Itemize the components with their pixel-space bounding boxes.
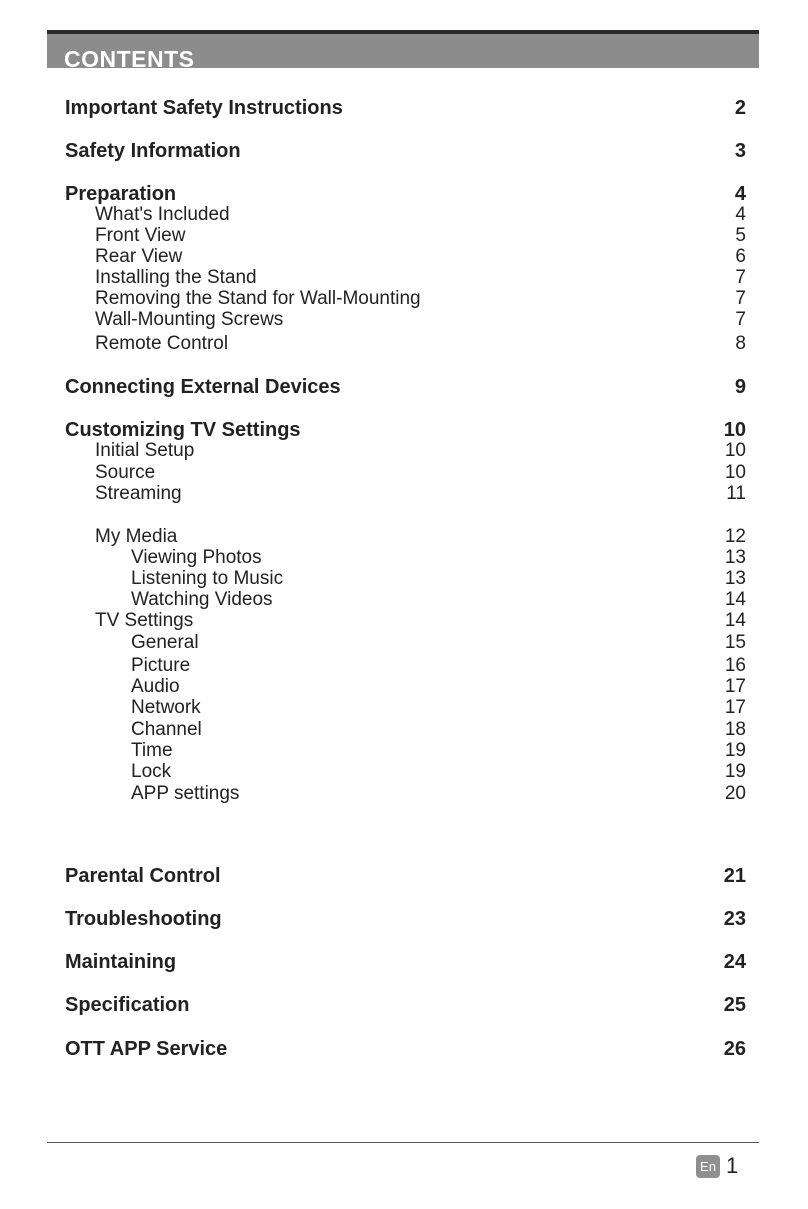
toc-entry-title: Specification <box>65 994 190 1016</box>
toc-entry-title: Connecting External Devices <box>65 376 341 398</box>
toc-entry-page: 5 <box>735 225 746 246</box>
toc-entry-page: 10 <box>723 419 746 441</box>
toc-entry-title: What's Included <box>95 204 230 225</box>
footer-divider <box>47 1142 759 1143</box>
toc-entry-page: 6 <box>735 246 746 267</box>
toc-entry-page: 19 <box>724 740 746 761</box>
toc-entry-title: Listening to Music <box>131 568 284 589</box>
toc-entry-page: 24 <box>723 951 746 973</box>
toc-entry-title: Maintaining <box>65 951 177 973</box>
toc-entry <box>0 547 808 569</box>
toc-entry-page: 8 <box>735 333 746 354</box>
toc-entry-page: 17 <box>724 676 746 697</box>
toc-entry <box>0 632 808 654</box>
toc-entry-title: Remote Control <box>95 333 229 354</box>
toc-entry-title: Source <box>95 462 156 483</box>
toc-entry <box>0 865 808 887</box>
toc-entry-title: Initial Setup <box>95 440 195 461</box>
toc-entry <box>0 719 808 741</box>
toc-entry-page: 15 <box>724 632 746 653</box>
toc-entry-title: OTT APP Service <box>65 1038 228 1060</box>
toc-entry <box>0 483 808 505</box>
toc-entry-page: 16 <box>724 655 746 676</box>
toc-entry-page: 17 <box>724 697 746 718</box>
toc-entry-title: Parental Control <box>65 865 221 887</box>
toc-entry-page: 7 <box>735 267 746 288</box>
toc-entry-title: Watching Videos <box>131 589 273 610</box>
toc-entry-page: 7 <box>735 288 746 309</box>
toc-entry-page: 9 <box>734 376 746 398</box>
toc-entry <box>0 267 808 289</box>
toc-entry-page: 10 <box>724 462 746 483</box>
toc-entry-page: 10 <box>724 440 746 461</box>
toc-entry-title: Viewing Photos <box>131 547 262 568</box>
toc-entry-page: 4 <box>735 204 746 225</box>
toc-entry <box>0 908 808 930</box>
toc-entry-page: 25 <box>723 994 746 1016</box>
toc-entry-page: 26 <box>723 1038 746 1060</box>
toc-entry <box>0 526 808 548</box>
toc-entry-title: Troubleshooting <box>65 908 222 930</box>
toc-entry-title: Lock <box>131 761 172 782</box>
toc-entry <box>0 1038 808 1060</box>
toc-entry-title: My Media <box>95 526 178 547</box>
toc-entry-page: 11 <box>726 483 746 504</box>
toc-entry-page: 14 <box>724 610 746 631</box>
page-number: 1 <box>726 1153 739 1178</box>
toc-entry <box>0 951 808 973</box>
toc-entry-title: Time <box>131 740 173 761</box>
toc-entry-page: 19 <box>724 761 746 782</box>
language-badge: En <box>696 1155 720 1178</box>
toc-entry <box>0 440 808 462</box>
toc-entry-title: Front View <box>95 225 186 246</box>
toc-entry <box>0 655 808 677</box>
toc-entry-title: Rear View <box>95 246 183 267</box>
toc-entry-page: 7 <box>735 309 746 330</box>
toc-entry-title: Streaming <box>95 483 182 504</box>
toc-entry-title: Customizing TV Settings <box>65 419 301 441</box>
toc-entry <box>0 376 808 398</box>
contents-header-bar <box>47 30 759 72</box>
toc-entry <box>0 740 808 762</box>
toc-entry <box>0 462 808 484</box>
toc-entry <box>0 97 808 119</box>
toc-entry-title: General <box>131 632 199 653</box>
toc-entry-title: Network <box>131 697 201 718</box>
toc-entry-page: 23 <box>723 908 746 930</box>
toc-entry <box>0 183 808 205</box>
toc-entry <box>0 333 808 355</box>
toc-entry <box>0 419 808 441</box>
toc-entry-title: Installing the Stand <box>95 267 257 288</box>
toc-entry <box>0 697 808 719</box>
toc-entry-page: 20 <box>724 783 746 804</box>
toc-entry <box>0 246 808 268</box>
toc-entry-page: 12 <box>724 526 746 547</box>
toc-entry-title: Important Safety Instructions <box>65 97 343 119</box>
toc-entry-page: 13 <box>724 568 746 589</box>
toc-entry-page: 4 <box>734 183 746 205</box>
toc-entry-title: Removing the Stand for Wall-Mounting <box>95 288 421 309</box>
toc-entry <box>0 140 808 162</box>
toc-entry <box>0 676 808 698</box>
toc-entry-title: APP settings <box>131 783 240 804</box>
toc-entry <box>0 288 808 310</box>
toc-entry <box>0 761 808 783</box>
toc-entry-page: 21 <box>723 865 746 887</box>
toc-entry <box>0 610 808 632</box>
toc-entry-page: 18 <box>724 719 746 740</box>
toc-entry <box>0 783 808 805</box>
toc-entry-page: 14 <box>724 589 746 610</box>
toc-entry-title: TV Settings <box>95 610 194 631</box>
contents-title: CONTENTS <box>64 46 195 72</box>
toc-entry-page: 13 <box>724 547 746 568</box>
toc-entry-title: Wall-Mounting Screws <box>95 309 284 330</box>
toc-entry-title: Picture <box>131 655 191 676</box>
toc-entry-title: Audio <box>131 676 180 697</box>
toc-entry-title: Safety Information <box>65 140 241 162</box>
toc-entry-title: Channel <box>131 719 202 740</box>
toc-entry <box>0 225 808 247</box>
toc-entry <box>0 568 808 590</box>
toc-entry <box>0 309 808 331</box>
toc-entry <box>0 204 808 226</box>
toc-entry <box>0 994 808 1016</box>
toc-entry-page: 3 <box>734 140 746 162</box>
toc-entry-title: Preparation <box>65 183 177 205</box>
toc-entry-page: 2 <box>734 97 746 119</box>
toc-entry <box>0 589 808 611</box>
